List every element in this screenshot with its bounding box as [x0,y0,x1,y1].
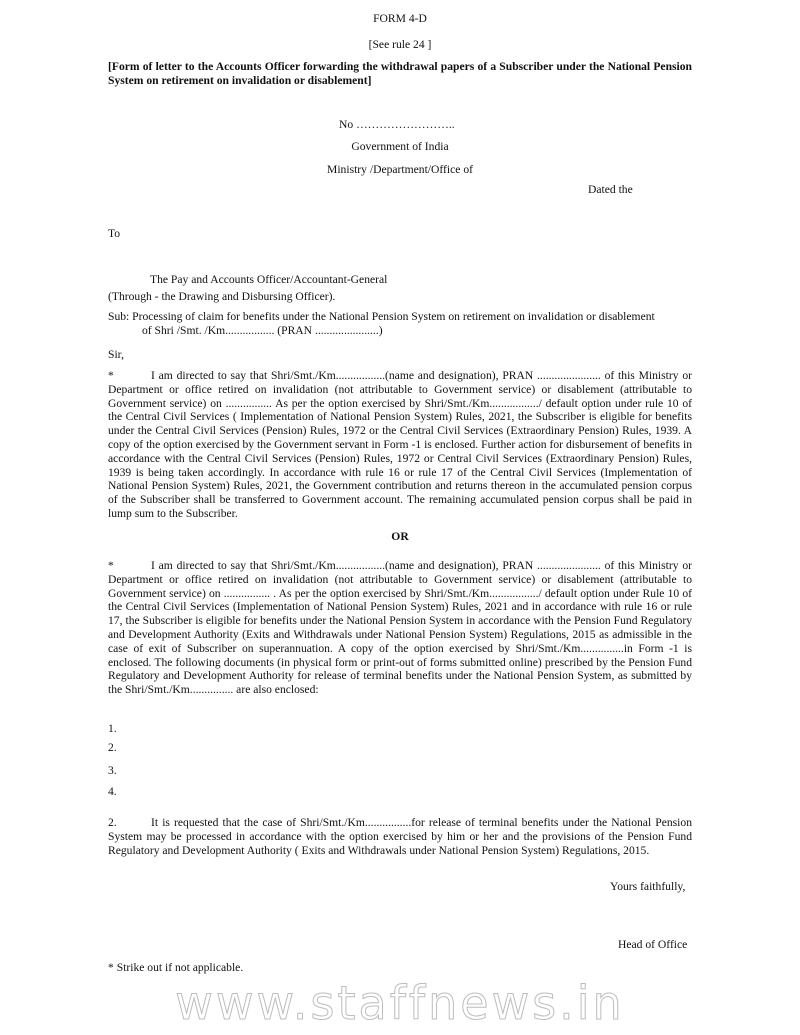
form-number: FORM 4-D [373,12,427,25]
strike-marker: * [108,369,114,382]
recipient: The Pay and Accounts Officer/Accountant-General [150,273,388,286]
enclosure-item: 4. [108,785,117,798]
form-title: [Form of letter to the Accounts Officer forwarding the withdrawal papers of a Subscriber under the National Pension System on retirement on invalidation or disablement] [108,60,692,87]
strike-marker: * [108,559,114,572]
footnote: * Strike out if not applicable. [108,961,244,974]
dated-line: Dated the [588,183,633,196]
rule-reference: [See rule 24 ] [368,38,432,51]
subject-line-1: Sub: Processing of claim for benefits under the National Pension System on retirement on invalidation or disablement [108,310,655,323]
paragraph-request: It is requested that the case of Shri/Smt./Km................for release of terminal benefits under the National Pension System may be processed in accordance with the option exercised by him or her and the provisions of the Pension Fund Regulatory and Development Authority ( Exits and Withdrawals under National Pension System) Regulations, 2015. [108,816,692,857]
or-separator: OR [391,530,409,543]
government-line: Government of India [351,140,449,153]
paragraph-number: 2. [108,816,117,829]
enclosure-item: 1. [108,722,117,735]
enclosure-item: 2. [108,741,117,754]
signatory: Head of Office [618,938,688,951]
salutation: Sir, [108,348,124,361]
paragraph-option-1: I am directed to say that Shri/Smt./Km.................(name and designation), PRAN ...................... of this Ministry or Department or office retired on invalidation (not attributable to Government service) or disablement (attributable to Government service) on ................ As per the option exercised by Shri/Smt./Km................./ default option under rule 10 of the Central Civil Services ( Implementation of National Pension System) Rules, 2021, the Subscriber is eligible for benefits under the Central Civil Services (Pension) Rules, 1972 or the Central Civil Services (Extraordinary Pension) Rules, 1939. A copy of the option exercised by the Government servant in Form -1 is enclosed. Further action for disbursement of benefits in accordance with the Central Civil Services (Pension) Rules, 1972 or Central Civil Services (Extraordinary Pension) Rules, 1939 is being taken accordingly. In accordance with rule 16 or rule 17 of the Central Civil Services (Implementation of National Pension System) Rules, 2021, the Government contribution and returns thereon in the accumulated pension corpus of the Subscriber shall be transferred to Government account. The remaining accumulated pension corpus shall be paid in lump sum to the Subscriber. [108,369,692,520]
paragraph-option-2: I am directed to say that Shri/Smt./Km.................(name and designation), PRAN ...................... of this Ministry or Department or office retired on invalidation (not attributable to Government service) or disablement (attributable to Government service) on ................ . As per the option exercised by Shri/Smt./Km................./ default option under Rule 10 of the Central Civil Services (Implementation of National Pension System) Rules, 2021 and in accordance with rule 16 or rule 17, the Subscriber is eligible for benefits under the National Pension System in accordance with the Pension Fund Regulatory and Development Authority (Exits and Withdrawals under National Pension System) Regulations, 2015 as admissible in the case of exit of Subscriber on superannuation. A copy of the option exercised by Shri/Smt./Km...............in Form -1 is enclosed. The following documents (in physical form or print-out of forms submitted online) prescribed by the Pension Fund Regulatory and Development Authority for release of terminal benefits under the National Pension System, as submitted by the Shri/Smt./Km............... are also enclosed: [108,559,692,697]
letter-number: No …………………….. [339,118,455,131]
to-label: To [108,227,121,240]
ministry-line: Ministry /Department/Office of [327,163,473,176]
subject-line-2: of Shri /Smt. /Km................. (PRAN ......................) [142,324,383,337]
through-line: (Through - the Drawing and Disbursing Officer). [108,290,336,303]
enclosure-item: 3. [108,764,117,777]
closing: Yours faithfully, [610,880,686,893]
watermark: www.staffnews.in [175,976,625,1030]
